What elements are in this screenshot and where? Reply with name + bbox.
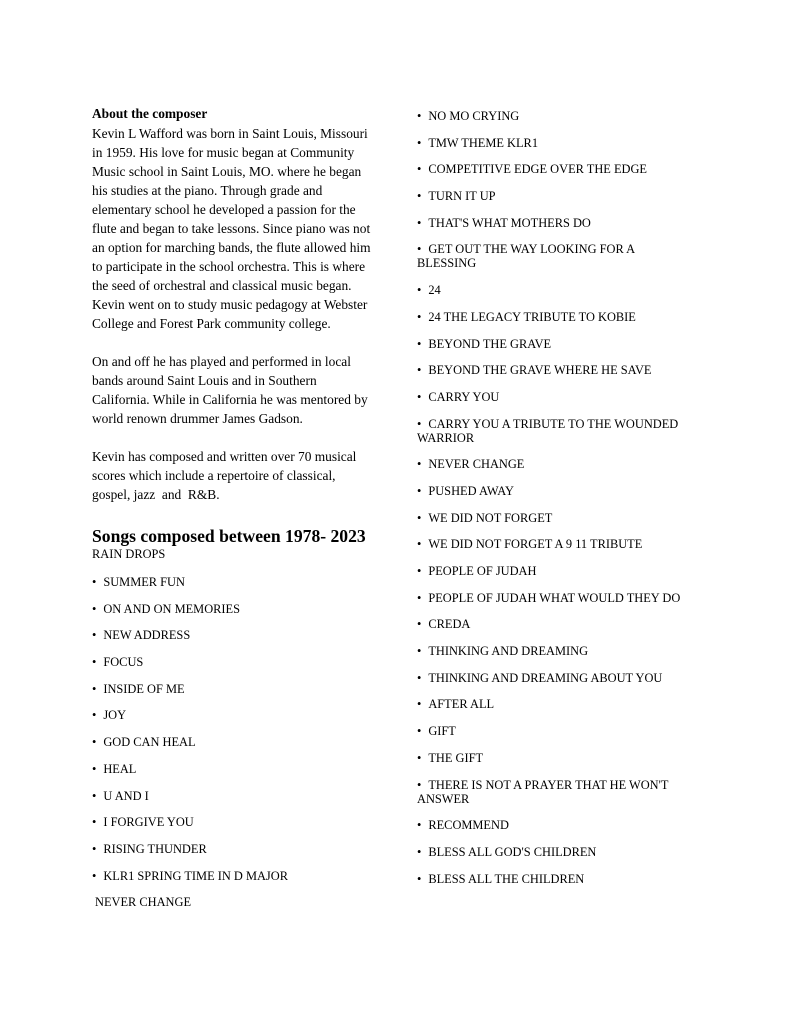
left-column bbox=[92, 104, 373, 909]
song-list-item bbox=[92, 869, 373, 883]
bullet-icon: • bbox=[417, 590, 422, 605]
song-list-item bbox=[417, 189, 690, 203]
bullet-icon: • bbox=[92, 868, 97, 883]
song-list-item bbox=[92, 602, 373, 616]
song-title: BLESS ALL GOD'S CHILDREN bbox=[428, 844, 597, 859]
song-title: HEAL bbox=[103, 761, 137, 776]
bullet-icon: • bbox=[417, 457, 422, 472]
about-composer-heading: About the composer bbox=[92, 106, 208, 121]
song-title: PUSHED AWAY bbox=[428, 483, 514, 498]
song-list-item bbox=[417, 363, 690, 377]
song-list-item bbox=[417, 457, 690, 471]
bullet-icon: • bbox=[417, 416, 422, 431]
song-list-item bbox=[417, 845, 690, 859]
bullet-icon: • bbox=[417, 844, 422, 859]
song-title: THINKING AND DREAMING bbox=[428, 644, 589, 659]
song-title: RECOMMEND bbox=[428, 818, 509, 833]
song-title: TMW THEME KLR1 bbox=[428, 135, 539, 150]
song-title: CREDA bbox=[428, 617, 471, 632]
bullet-icon: • bbox=[92, 708, 97, 723]
song-title: RISING THUNDER bbox=[103, 841, 207, 856]
bullet-icon: • bbox=[92, 575, 97, 589]
song-title: COMPETITIVE EDGE OVER THE EDGE bbox=[428, 162, 647, 177]
song-list-item bbox=[417, 511, 690, 525]
song-title: THE GIFT bbox=[428, 750, 484, 765]
song-title: BEYOND THE GRAVE bbox=[428, 336, 552, 351]
song-title: WE DID NOT FORGET A 9 11 TRIBUTE bbox=[428, 537, 643, 552]
bullet-icon: • bbox=[92, 761, 97, 776]
song-title: WE DID NOT FORGET bbox=[428, 510, 553, 525]
bullet-icon: • bbox=[92, 841, 97, 856]
song-list-item bbox=[417, 591, 690, 605]
song-list-item bbox=[417, 337, 690, 351]
song-title: BEYOND THE GRAVE WHERE HE SAVE bbox=[428, 363, 652, 378]
song-title: GET OUT THE WAY LOOKING FOR A BLESSING bbox=[417, 242, 635, 271]
bullet-icon: • bbox=[417, 283, 422, 298]
song-title: GIFT bbox=[428, 724, 456, 739]
bullet-icon: • bbox=[417, 564, 422, 578]
song-title: PEOPLE OF JUDAH bbox=[428, 564, 537, 578]
song-list-item bbox=[92, 655, 373, 669]
song-list-item bbox=[417, 778, 690, 806]
song-list-item bbox=[417, 671, 690, 685]
song-title: GOD CAN HEAL bbox=[103, 735, 196, 750]
song-list-item bbox=[92, 842, 373, 856]
about-paragraph-1: Kevin L Wafford was born in Saint Louis, Missouri in 1959. His love for music began at Community Music school in Saint Louis, MO. where he began his studies at the piano. Through grade and elementary school he developed a passion for the flute and began to take lessons. Since piano was not an option for marching bands, the flute allowed him to participate in the school orchestra. This is where the seed of orchestral and classical music began. Kevin went on to study music pedagogy at Webster College and Forest Park community college. bbox=[92, 126, 374, 331]
song-title: PEOPLE OF JUDAH WHAT WOULD THEY DO bbox=[428, 590, 681, 605]
bullet-icon: • bbox=[92, 735, 97, 750]
song-list-item bbox=[92, 762, 373, 776]
song-title: NO MO CRYING bbox=[428, 109, 520, 123]
song-list-item bbox=[417, 697, 690, 711]
song-title: CARRY YOU A TRIBUTE TO THE WOUNDED WARRIOR bbox=[417, 416, 679, 445]
bullet-icon: • bbox=[417, 537, 422, 552]
trailing-song: NEVER CHANGE bbox=[95, 895, 192, 910]
bullet-icon: • bbox=[417, 483, 422, 498]
song-title: NEW ADDRESS bbox=[103, 628, 191, 643]
bullet-icon: • bbox=[417, 697, 422, 712]
song-list-item bbox=[417, 109, 690, 123]
bullet-icon: • bbox=[417, 363, 422, 378]
bullet-icon: • bbox=[92, 628, 97, 643]
song-title: THERE IS NOT A PRAYER THAT HE WON'T ANSWER bbox=[417, 777, 669, 806]
bullet-icon: • bbox=[417, 162, 422, 177]
bullet-icon: • bbox=[417, 750, 422, 765]
song-list-item bbox=[92, 682, 373, 696]
song-title: 24 THE LEGACY TRIBUTE TO KOBIE bbox=[428, 309, 636, 324]
bullet-icon: • bbox=[92, 815, 97, 830]
about-paragraph-3: Kevin has composed and written over 70 musical scores which include a repertoire of classical, gospel, jazz and R&B. bbox=[92, 449, 360, 502]
song-list-item bbox=[417, 617, 690, 631]
song-title: CARRY YOU bbox=[428, 389, 500, 404]
bullet-icon: • bbox=[417, 818, 422, 833]
song-list-item bbox=[417, 537, 690, 551]
song-list-item bbox=[92, 735, 373, 749]
song-list-item bbox=[417, 818, 690, 832]
bullet-icon: • bbox=[417, 336, 422, 351]
song-list-item bbox=[417, 484, 690, 498]
bullet-icon: • bbox=[417, 309, 422, 324]
song-list-item bbox=[92, 575, 373, 589]
song-title: I FORGIVE YOU bbox=[103, 815, 194, 830]
song-title: INSIDE OF ME bbox=[103, 681, 185, 696]
song-list-item bbox=[92, 628, 373, 642]
bullet-icon: • bbox=[417, 242, 422, 257]
song-list-item bbox=[417, 644, 690, 658]
song-list-item bbox=[417, 564, 690, 578]
songs-heading: Songs composed between 1978- 2023 bbox=[92, 526, 366, 546]
song-title: ON AND ON MEMORIES bbox=[103, 601, 240, 616]
song-title: JOY bbox=[103, 708, 127, 723]
songs-subheading: RAIN DROPS bbox=[92, 547, 166, 561]
song-list-item bbox=[417, 872, 690, 886]
bullet-icon: • bbox=[417, 389, 422, 404]
song-title: U AND I bbox=[103, 788, 149, 803]
about-paragraph-2: On and off he has played and performed in local bands around Saint Louis and in Southern California. While in California he was mentored by world renown drummer James Gadson. bbox=[92, 354, 372, 426]
bullet-icon: • bbox=[417, 871, 422, 886]
bullet-icon: • bbox=[92, 681, 97, 696]
bullet-icon: • bbox=[417, 510, 422, 525]
song-title: THINKING AND DREAMING ABOUT YOU bbox=[428, 670, 663, 685]
song-list-item bbox=[92, 815, 373, 829]
bullet-icon: • bbox=[92, 601, 97, 616]
song-title: KLR1 SPRING TIME IN D MAJOR bbox=[103, 868, 288, 883]
right-column bbox=[417, 105, 690, 898]
song-list-left bbox=[92, 575, 373, 883]
bullet-icon: • bbox=[92, 655, 97, 670]
bullet-icon: • bbox=[417, 109, 422, 123]
song-list-item bbox=[417, 724, 690, 738]
bullet-icon: • bbox=[417, 135, 422, 150]
bullet-icon: • bbox=[417, 644, 422, 659]
song-title: 24 bbox=[428, 283, 441, 298]
song-title: TURN IT UP bbox=[428, 189, 496, 204]
song-title: NEVER CHANGE bbox=[428, 457, 525, 472]
song-list-item bbox=[92, 789, 373, 803]
bullet-icon: • bbox=[417, 724, 422, 739]
song-list-item bbox=[417, 136, 690, 150]
bullet-icon: • bbox=[417, 189, 422, 204]
song-title: BLESS ALL THE CHILDREN bbox=[428, 871, 585, 886]
bullet-icon: • bbox=[92, 788, 97, 803]
song-list-item bbox=[417, 417, 690, 445]
song-list-item bbox=[417, 310, 690, 324]
song-title: THAT'S WHAT MOTHERS DO bbox=[428, 215, 591, 230]
song-title: AFTER ALL bbox=[428, 697, 495, 712]
bullet-icon: • bbox=[417, 670, 422, 685]
bullet-icon: • bbox=[417, 617, 422, 632]
song-list-item bbox=[92, 708, 373, 722]
song-title: SUMMER FUN bbox=[103, 575, 185, 589]
song-list-item bbox=[417, 242, 690, 270]
song-list-right bbox=[417, 109, 690, 886]
song-list-item bbox=[417, 162, 690, 176]
song-title: FOCUS bbox=[103, 655, 144, 670]
song-list-item bbox=[417, 390, 690, 404]
song-list-item bbox=[417, 216, 690, 230]
bullet-icon: • bbox=[417, 777, 422, 792]
bullet-icon: • bbox=[417, 215, 422, 230]
song-list-item bbox=[417, 751, 690, 765]
song-list-item bbox=[417, 283, 690, 297]
